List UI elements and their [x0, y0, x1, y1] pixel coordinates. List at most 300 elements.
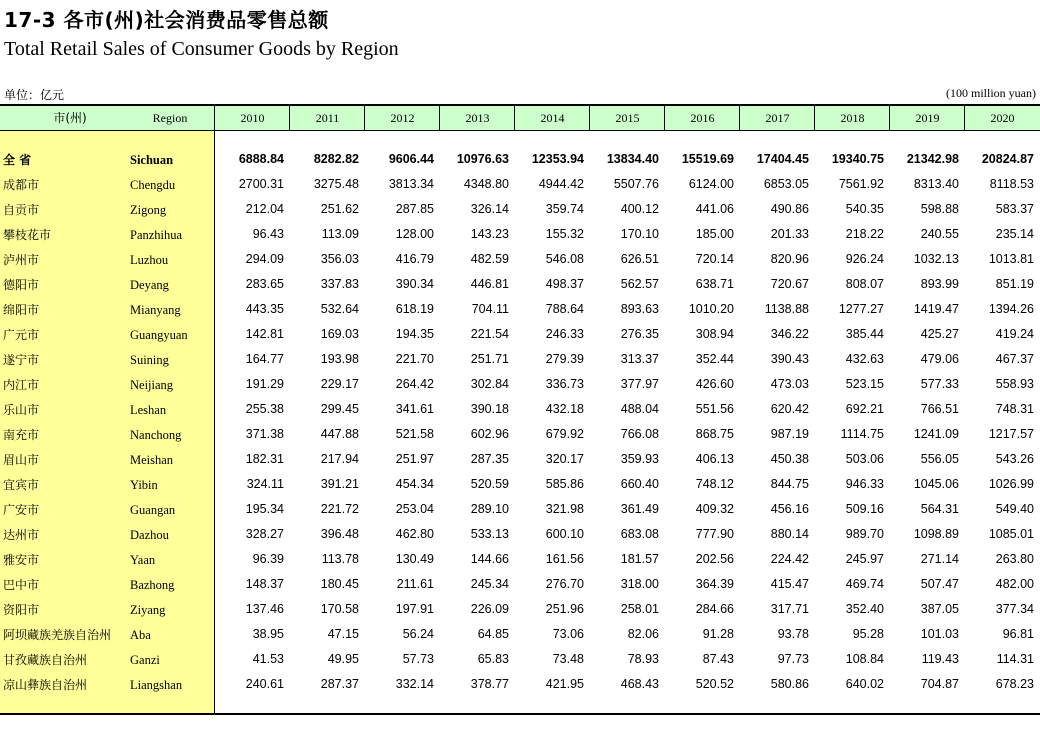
table-row	[0, 297, 1040, 322]
value-cell: 211.61	[396, 577, 434, 591]
value-cell: 926.24	[845, 252, 884, 266]
header-year: 2018	[814, 106, 890, 131]
value-cell: 385.44	[845, 327, 884, 341]
value-cell: 585.86	[545, 477, 584, 491]
value-cell: 321.98	[545, 502, 584, 516]
value-cell: 212.04	[245, 202, 284, 216]
value-cell: 21342.98	[906, 152, 959, 166]
table-row	[0, 597, 1040, 622]
header-year: 2013	[439, 106, 515, 131]
value-cell: 583.37	[995, 202, 1034, 216]
value-cell: 221.54	[470, 327, 509, 341]
region-name-cn: 南充市	[3, 428, 40, 442]
region-name-en: Dazhou	[130, 528, 169, 542]
region-name-en: Guangyuan	[130, 328, 188, 342]
region-name-cn: 广安市	[3, 503, 40, 517]
value-cell: 1013.81	[988, 252, 1034, 266]
value-cell: 406.13	[695, 452, 734, 466]
value-cell: 4348.80	[463, 177, 509, 191]
value-cell: 450.38	[770, 452, 809, 466]
table-row	[0, 347, 1040, 372]
value-cell: 217.94	[320, 452, 359, 466]
value-cell: 532.64	[320, 302, 359, 316]
value-cell: 558.93	[995, 377, 1034, 391]
value-cell: 1098.89	[913, 527, 959, 541]
region-name-cn: 广元市	[3, 328, 40, 342]
value-cell: 1277.27	[838, 302, 884, 316]
value-cell: 6124.00	[688, 177, 734, 191]
region-name-cn: 达州市	[3, 528, 40, 542]
value-cell: 893.63	[620, 302, 659, 316]
region-name-en: Sichuan	[130, 153, 174, 167]
value-cell: 180.45	[320, 577, 359, 591]
value-cell: 989.70	[845, 527, 884, 541]
value-cell: 201.33	[770, 227, 809, 241]
value-cell: 65.83	[477, 652, 509, 666]
value-cell: 251.71	[470, 352, 509, 366]
value-cell: 251.97	[395, 452, 434, 466]
value-cell: 283.65	[245, 277, 284, 291]
value-cell: 748.31	[995, 402, 1034, 416]
value-cell: 549.40	[995, 502, 1034, 516]
value-cell: 3275.48	[313, 177, 359, 191]
table-title-en: Total Retail Sales of Consumer Goods by Region	[4, 38, 399, 60]
value-cell: 468.43	[620, 677, 659, 691]
value-cell: 390.34	[395, 277, 434, 291]
value-cell: 73.48	[552, 652, 584, 666]
value-cell: 356.03	[320, 252, 359, 266]
value-cell: 766.51	[920, 402, 959, 416]
table-row	[0, 622, 1040, 647]
region-name-en: Ziyang	[130, 603, 166, 617]
value-cell: 336.73	[545, 377, 584, 391]
region-name-cn: 阿坝藏族羌族自治州	[3, 628, 112, 642]
value-cell: 264.42	[395, 377, 434, 391]
value-cell: 251.96	[545, 602, 584, 616]
value-cell: 12353.94	[531, 152, 584, 166]
value-cell: 8313.40	[913, 177, 959, 191]
value-cell: 409.32	[695, 502, 734, 516]
table-row	[0, 497, 1040, 522]
value-cell: 498.37	[545, 277, 584, 291]
region-name-cn: 甘孜藏族自治州	[3, 653, 88, 667]
header-year: 2014	[514, 106, 590, 131]
value-cell: 56.24	[402, 627, 434, 641]
value-cell: 1114.75	[840, 427, 884, 441]
value-cell: 108.84	[845, 652, 884, 666]
value-cell: 556.05	[920, 452, 959, 466]
value-cell: 777.90	[695, 527, 734, 541]
value-cell: 97.73	[777, 652, 809, 666]
value-cell: 271.14	[920, 552, 959, 566]
value-cell: 562.57	[620, 277, 659, 291]
value-cell: 446.81	[470, 277, 509, 291]
value-cell: 2700.31	[238, 177, 284, 191]
value-cell: 164.77	[245, 352, 284, 366]
value-cell: 359.93	[620, 452, 659, 466]
value-cell: 170.58	[320, 602, 359, 616]
header-year: 2019	[889, 106, 965, 131]
region-name-cn: 眉山市	[3, 453, 40, 467]
region-name-en: Neijiang	[130, 378, 174, 392]
value-cell: 96.43	[252, 227, 284, 241]
header-year: 2015	[589, 106, 665, 131]
table-row	[0, 472, 1040, 497]
table-row	[0, 522, 1040, 547]
value-cell: 224.42	[770, 552, 809, 566]
value-cell: 82.06	[627, 627, 659, 641]
region-name-cn: 乐山市	[3, 403, 40, 417]
value-cell: 137.46	[245, 602, 284, 616]
value-cell: 364.39	[695, 577, 734, 591]
value-cell: 245.97	[845, 552, 884, 566]
value-cell: 185.00	[695, 227, 734, 241]
region-name-en: Suining	[130, 353, 169, 367]
table-row	[0, 547, 1040, 572]
value-cell: 456.16	[770, 502, 809, 516]
value-cell: 191.29	[245, 377, 284, 391]
value-cell: 332.14	[395, 677, 434, 691]
region-name-cn: 全 省	[3, 153, 32, 167]
value-cell: 49.95	[327, 652, 359, 666]
value-cell: 8118.53	[989, 177, 1034, 191]
value-cell: 221.72	[320, 502, 359, 516]
value-cell: 299.45	[320, 402, 359, 416]
value-cell: 419.24	[995, 327, 1034, 341]
value-cell: 326.14	[470, 202, 509, 216]
value-cell: 258.01	[620, 602, 659, 616]
region-name-cn: 德阳市	[3, 278, 40, 292]
value-cell: 87.43	[702, 652, 734, 666]
table-header	[0, 104, 1040, 131]
value-cell: 142.81	[245, 327, 284, 341]
value-cell: 119.43	[921, 652, 959, 666]
value-cell: 13834.40	[606, 152, 659, 166]
value-cell: 946.33	[845, 477, 884, 491]
value-cell: 181.57	[620, 552, 659, 566]
value-cell: 1217.57	[988, 427, 1034, 441]
region-name-en: Mianyang	[130, 303, 181, 317]
value-cell: 96.81	[1002, 627, 1034, 641]
value-cell: 6853.05	[763, 177, 809, 191]
table-row	[0, 422, 1040, 447]
value-cell: 851.19	[995, 277, 1034, 291]
value-cell: 317.71	[770, 602, 809, 616]
region-name-en: Meishan	[130, 453, 174, 467]
bottom-rule	[0, 713, 1040, 715]
value-cell: 598.88	[920, 202, 959, 216]
region-name-cn: 自贡市	[3, 203, 40, 217]
value-cell: 251.62	[320, 202, 359, 216]
value-cell: 276.35	[620, 327, 659, 341]
table-title-cn: 17-3 各市(州)社会消费品零售总额	[4, 8, 329, 32]
value-cell: 473.03	[770, 377, 809, 391]
value-cell: 540.35	[845, 202, 884, 216]
value-cell: 143.23	[470, 227, 509, 241]
value-cell: 64.85	[477, 627, 509, 641]
value-cell: 8282.82	[313, 152, 359, 166]
value-cell: 284.66	[695, 602, 734, 616]
value-cell: 766.08	[620, 427, 659, 441]
table-row	[0, 372, 1040, 397]
region-name-en: Yaan	[130, 553, 156, 567]
table-row	[0, 197, 1040, 222]
value-cell: 1241.09	[913, 427, 959, 441]
value-cell: 390.43	[770, 352, 809, 366]
value-cell: 640.02	[845, 677, 884, 691]
region-name-cn: 雅安市	[3, 553, 40, 567]
value-cell: 377.97	[620, 377, 659, 391]
value-cell: 844.75	[770, 477, 809, 491]
header-year: 2016	[664, 106, 740, 131]
value-cell: 602.96	[470, 427, 509, 441]
value-cell: 626.51	[620, 252, 659, 266]
value-cell: 246.33	[545, 327, 584, 341]
region-name-en: Zigong	[130, 203, 167, 217]
value-cell: 161.56	[545, 552, 584, 566]
value-cell: 396.48	[320, 527, 359, 541]
value-cell: 313.37	[620, 352, 659, 366]
region-name-cn: 内江市	[3, 378, 40, 392]
value-cell: 371.38	[245, 427, 284, 441]
value-cell: 620.42	[770, 402, 809, 416]
value-cell: 240.55	[920, 227, 959, 241]
value-cell: 400.12	[620, 202, 659, 216]
value-cell: 193.98	[320, 352, 359, 366]
value-cell: 720.14	[695, 252, 734, 266]
value-cell: 533.13	[470, 527, 509, 541]
value-cell: 91.28	[702, 627, 734, 641]
table-row	[0, 222, 1040, 247]
value-cell: 1138.88	[764, 302, 809, 316]
value-cell: 482.59	[470, 252, 509, 266]
value-cell: 720.67	[770, 277, 809, 291]
value-cell: 47.15	[327, 627, 359, 641]
value-cell: 416.79	[395, 252, 434, 266]
value-cell: 425.27	[920, 327, 959, 341]
value-cell: 194.35	[395, 327, 434, 341]
value-cell: 564.31	[920, 502, 959, 516]
value-cell: 521.58	[395, 427, 434, 441]
region-name-cn: 巴中市	[3, 578, 40, 592]
region-name-en: Deyang	[130, 278, 169, 292]
region-name-en: Liangshan	[130, 678, 183, 692]
value-cell: 683.08	[620, 527, 659, 541]
value-cell: 5507.76	[613, 177, 659, 191]
value-cell: 287.37	[320, 677, 359, 691]
value-cell: 987.19	[770, 427, 809, 441]
region-name-cn: 攀枝花市	[3, 228, 52, 242]
value-cell: 128.00	[395, 227, 434, 241]
value-cell: 660.40	[620, 477, 659, 491]
value-cell: 447.88	[320, 427, 359, 441]
value-cell: 253.04	[395, 502, 434, 516]
table-row	[0, 272, 1040, 297]
value-cell: 148.37	[245, 577, 284, 591]
value-cell: 421.95	[545, 677, 584, 691]
value-cell: 441.06	[695, 202, 734, 216]
value-cell: 820.96	[770, 252, 809, 266]
value-cell: 182.31	[245, 452, 284, 466]
table-row	[0, 322, 1040, 347]
value-cell: 543.26	[995, 452, 1034, 466]
value-cell: 302.84	[470, 377, 509, 391]
value-cell: 432.18	[545, 402, 584, 416]
value-cell: 462.80	[395, 527, 434, 541]
value-cell: 600.10	[545, 527, 584, 541]
value-cell: 73.06	[552, 627, 584, 641]
value-cell: 788.64	[545, 302, 584, 316]
value-cell: 308.94	[695, 327, 734, 341]
value-cell: 482.00	[995, 577, 1034, 591]
region-name-en: Nanchong	[130, 428, 182, 442]
region-name-cn: 宜宾市	[3, 478, 40, 492]
value-cell: 490.86	[770, 202, 809, 216]
value-cell: 255.38	[245, 402, 284, 416]
table-row-total	[0, 147, 1040, 172]
header-region-en: Region	[152, 111, 188, 125]
value-cell: 287.85	[395, 202, 434, 216]
value-cell: 546.08	[545, 252, 584, 266]
value-cell: 96.39	[252, 552, 284, 566]
header-year: 2017	[739, 106, 815, 131]
value-cell: 868.75	[695, 427, 734, 441]
value-cell: 692.21	[845, 402, 884, 416]
value-cell: 144.66	[470, 552, 509, 566]
value-cell: 294.09	[245, 252, 284, 266]
value-cell: 352.40	[845, 602, 884, 616]
value-cell: 328.27	[245, 527, 284, 541]
value-cell: 679.92	[545, 427, 584, 441]
region-name-cn: 成都市	[3, 178, 40, 192]
table-row	[0, 647, 1040, 672]
value-cell: 235.14	[995, 227, 1034, 241]
value-cell: 509.16	[845, 502, 884, 516]
value-cell: 169.03	[320, 327, 359, 341]
value-cell: 580.86	[770, 677, 809, 691]
value-cell: 324.11	[246, 477, 284, 491]
value-cell: 503.06	[845, 452, 884, 466]
region-name-cn: 遂宁市	[3, 353, 40, 367]
table-row	[0, 247, 1040, 272]
value-cell: 387.05	[920, 602, 959, 616]
value-cell: 318.00	[620, 577, 659, 591]
value-cell: 443.35	[245, 302, 284, 316]
value-cell: 1032.13	[913, 252, 959, 266]
value-cell: 1045.06	[913, 477, 959, 491]
value-cell: 3813.34	[388, 177, 434, 191]
value-cell: 808.07	[845, 277, 884, 291]
header-year: 2012	[364, 106, 440, 131]
value-cell: 57.73	[402, 652, 434, 666]
value-cell: 17404.45	[756, 152, 809, 166]
value-cell: 577.33	[920, 377, 959, 391]
value-cell: 113.78	[321, 552, 359, 566]
region-name-en: Chengdu	[130, 178, 176, 192]
value-cell: 359.74	[545, 202, 584, 216]
value-cell: 78.93	[627, 652, 659, 666]
value-cell: 289.10	[470, 502, 509, 516]
region-name-cn: 绵阳市	[3, 303, 40, 317]
value-cell: 704.87	[920, 677, 959, 691]
value-cell: 202.56	[695, 552, 734, 566]
value-cell: 618.19	[395, 302, 434, 316]
value-cell: 9606.44	[388, 152, 434, 166]
value-cell: 10976.63	[456, 152, 509, 166]
value-cell: 101.03	[920, 627, 959, 641]
value-cell: 114.31	[996, 652, 1034, 666]
value-cell: 20824.87	[981, 152, 1034, 166]
unit-label-en: (100 million yuan)	[946, 86, 1036, 100]
table-row	[0, 172, 1040, 197]
value-cell: 361.49	[620, 502, 659, 516]
value-cell: 95.28	[852, 627, 884, 641]
table-row	[0, 572, 1040, 597]
value-cell: 415.47	[770, 577, 809, 591]
value-cell: 523.15	[845, 377, 884, 391]
value-cell: 390.18	[470, 402, 509, 416]
value-cell: 378.77	[470, 677, 509, 691]
value-cell: 893.99	[920, 277, 959, 291]
value-cell: 507.47	[920, 577, 959, 591]
value-cell: 638.71	[695, 277, 734, 291]
value-cell: 320.17	[545, 452, 584, 466]
value-cell: 170.10	[620, 227, 659, 241]
table-row	[0, 672, 1040, 697]
value-cell: 520.59	[470, 477, 509, 491]
value-cell: 229.17	[320, 377, 359, 391]
value-cell: 263.80	[995, 552, 1034, 566]
value-cell: 15519.69	[681, 152, 734, 166]
region-name-cn: 凉山彝族自治州	[3, 678, 88, 692]
header-year: 2011	[289, 106, 365, 131]
unit-label-cn: 单位：亿元	[4, 88, 65, 102]
value-cell: 520.52	[695, 677, 734, 691]
value-cell: 467.37	[995, 352, 1034, 366]
value-cell: 6888.84	[238, 152, 284, 166]
value-cell: 287.35	[470, 452, 509, 466]
region-name-en: Panzhihua	[130, 228, 183, 242]
table-row	[0, 397, 1040, 422]
value-cell: 1010.20	[688, 302, 734, 316]
value-cell: 337.83	[320, 277, 359, 291]
value-cell: 276.70	[545, 577, 584, 591]
region-name-en: Aba	[130, 628, 151, 642]
value-cell: 1085.01	[988, 527, 1034, 541]
region-name-en: Luzhou	[130, 253, 169, 267]
value-cell: 1419.47	[913, 302, 959, 316]
value-cell: 391.21	[320, 477, 359, 491]
value-cell: 341.61	[395, 402, 434, 416]
region-name-en: Bazhong	[130, 578, 175, 592]
value-cell: 113.09	[321, 227, 359, 241]
value-cell: 155.32	[545, 227, 584, 241]
header-region-cn: 市(州)	[53, 111, 87, 125]
value-cell: 426.60	[695, 377, 734, 391]
table-row	[0, 447, 1040, 472]
region-name-en: Ganzi	[130, 653, 160, 667]
value-cell: 221.70	[395, 352, 434, 366]
value-cell: 432.63	[845, 352, 884, 366]
value-cell: 880.14	[770, 527, 809, 541]
value-cell: 38.95	[252, 627, 284, 641]
header-year: 2020	[964, 106, 1040, 131]
value-cell: 704.11	[471, 302, 509, 316]
value-cell: 1394.26	[988, 302, 1034, 316]
value-cell: 240.61	[245, 677, 284, 691]
value-cell: 488.04	[620, 402, 659, 416]
value-cell: 352.44	[695, 352, 734, 366]
